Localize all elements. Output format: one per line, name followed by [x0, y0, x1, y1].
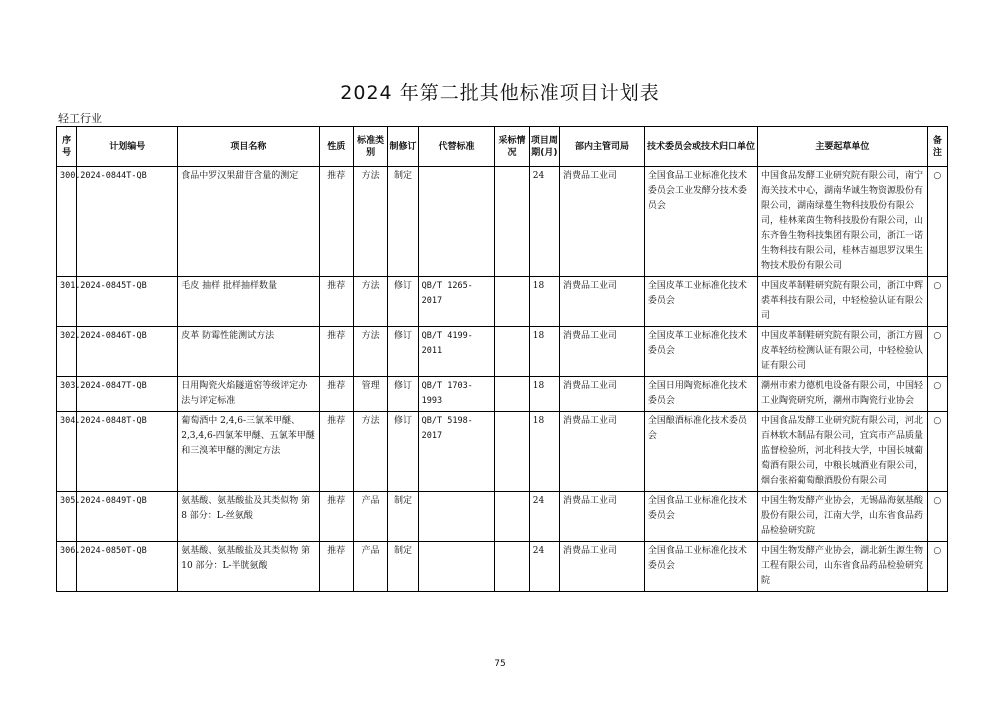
cell-adopt	[495, 412, 529, 492]
cell-seq: 304.	[57, 412, 77, 492]
cell-type: 修订	[388, 377, 418, 412]
header-drafter: 主要起草单位	[758, 127, 928, 167]
cell-category: 产品	[353, 492, 387, 542]
header-category: 标准类别	[353, 127, 387, 167]
cell-period: 18	[529, 327, 559, 377]
cell-code: 2024-0845T-QB	[77, 277, 178, 327]
cell-committee: 全国食品工业标准化技术委员会工业发酵分技术委员会	[644, 167, 757, 277]
cell-seq: 301.	[57, 277, 77, 327]
cell-replace: QB/T 1265-2017	[418, 277, 495, 327]
cell-committee: 全国酿酒标准化技术委员会	[644, 412, 757, 492]
industry-label: 轻工行业	[58, 112, 102, 125]
header-adopt: 采标情况	[495, 127, 529, 167]
cell-dept: 消费品工业司	[560, 327, 645, 377]
cell-name: 毛皮 抽样 批样抽样数量	[178, 277, 319, 327]
header-replace: 代替标准	[418, 127, 495, 167]
cell-name: 葡萄酒中 2,4,6-三氯苯甲醚、2,3,4,6-四氯苯甲醚、五氯苯甲醚和三溴苯甲醚的测定方法	[178, 412, 319, 492]
cell-period: 18	[529, 377, 559, 412]
cell-note: ○	[927, 412, 947, 492]
cell-name: 皮革 防霉性能测试方法	[178, 327, 319, 377]
cell-dept: 消费品工业司	[560, 492, 645, 542]
cell-type: 修订	[388, 412, 418, 492]
cell-category: 方法	[353, 327, 387, 377]
cell-code: 2024-0846T-QB	[77, 327, 178, 377]
cell-committee: 全国食品工业标准化技术委员会	[644, 492, 757, 542]
cell-dept: 消费品工业司	[560, 167, 645, 277]
cell-nature: 推荐	[319, 492, 353, 542]
cell-drafter: 中国食品发酵工业研究院有限公司，河北百林软木制品有限公司，宜宾市产品质量监督检验所，河北科技大学，中国长城葡萄酒有限公司，中粮长城酒业有限公司，烟台张裕葡萄酿酒股份有限公司	[758, 412, 928, 492]
cell-drafter: 潮州市索力德机电设备有限公司，中国轻工业陶瓷研究所，潮州市陶瓷行业协会	[758, 377, 928, 412]
cell-dept: 消费品工业司	[560, 412, 645, 492]
header-seq: 序号	[57, 127, 77, 167]
cell-adopt	[495, 327, 529, 377]
cell-dept: 消费品工业司	[560, 277, 645, 327]
cell-period: 24	[529, 167, 559, 277]
standards-plan-table	[56, 126, 948, 592]
table-row	[57, 377, 948, 412]
cell-adopt	[495, 377, 529, 412]
cell-category: 方法	[353, 167, 387, 277]
cell-seq: 303.	[57, 377, 77, 412]
cell-nature: 推荐	[319, 412, 353, 492]
cell-nature: 推荐	[319, 377, 353, 412]
cell-period: 24	[529, 542, 559, 592]
cell-nature: 推荐	[319, 542, 353, 592]
cell-committee: 全国食品工业标准化技术委员会	[644, 542, 757, 592]
page-title: 2024 年第二批其他标准项目计划表	[340, 82, 660, 104]
cell-period: 18	[529, 412, 559, 492]
cell-drafter: 中国食品发酵工业研究院有限公司，南宁海关技术中心，湖南华诚生物资源股份有限公司，湖南绿蔓生物科技股份有限公司，桂林莱茵生物科技股份有限公司，山东齐鲁生物科技集团有限公司，浙江一诺生物科技有限公司，桂林吉福思罗汉果生物技术股份有限公司	[758, 167, 928, 277]
cell-replace	[418, 542, 495, 592]
cell-replace	[418, 167, 495, 277]
cell-name: 食品中罗汉果甜苷含量的测定	[178, 167, 319, 277]
cell-period: 18	[529, 277, 559, 327]
table-row	[57, 277, 948, 327]
header-note: 备注	[927, 127, 947, 167]
header-nature: 性质	[319, 127, 353, 167]
cell-replace: QB/T 1703-1993	[418, 377, 495, 412]
header-name: 项目名称	[178, 127, 319, 167]
cell-replace: QB/T 5198-2017	[418, 412, 495, 492]
cell-adopt	[495, 542, 529, 592]
cell-replace: QB/T 4199-2011	[418, 327, 495, 377]
cell-type: 制定	[388, 492, 418, 542]
cell-replace	[418, 492, 495, 542]
cell-adopt	[495, 167, 529, 277]
cell-nature: 推荐	[319, 277, 353, 327]
cell-category: 方法	[353, 277, 387, 327]
table-row	[57, 542, 948, 592]
table-row	[57, 412, 948, 492]
cell-seq: 302.	[57, 327, 77, 377]
cell-note: ○	[927, 167, 947, 277]
cell-code: 2024-0844T-QB	[77, 167, 178, 277]
cell-drafter: 中国生物发酵产业协会，无锡晶海氨基酸股份有限公司，江南大学，山东省食品药品检验研究院	[758, 492, 928, 542]
cell-name: 氨基酸、氨基酸盐及其类似物 第 8 部分：L-丝氨酸	[178, 492, 319, 542]
cell-category: 管理	[353, 377, 387, 412]
cell-seq: 300.	[57, 167, 77, 277]
header-type: 制修订	[388, 127, 418, 167]
cell-code: 2024-0847T-QB	[77, 377, 178, 412]
cell-name: 氨基酸、氨基酸盐及其类似物 第 10 部分：L-半胱氨酸	[178, 542, 319, 592]
cell-seq: 306.	[57, 542, 77, 592]
cell-adopt	[495, 492, 529, 542]
cell-name: 日用陶瓷火焰隧道窑等级评定办法与评定标准	[178, 377, 319, 412]
cell-note: ○	[927, 277, 947, 327]
page-number: 75	[494, 659, 506, 669]
cell-type: 制定	[388, 542, 418, 592]
cell-drafter: 中国皮革制鞋研究院有限公司，浙江中辉裘革科技有限公司，中轻检验认证有限公司	[758, 277, 928, 327]
header-committee: 技术委员会或技术归口单位	[644, 127, 757, 167]
cell-note: ○	[927, 327, 947, 377]
table-row	[57, 492, 948, 542]
cell-drafter: 中国皮革制鞋研究院有限公司，浙江方圆皮革轻纺检测认证有限公司，中轻检验认证有限公司	[758, 327, 928, 377]
cell-code: 2024-0850T-QB	[77, 542, 178, 592]
table-row	[57, 167, 948, 277]
cell-committee: 全国日用陶瓷标准化技术委员会	[644, 377, 757, 412]
cell-dept: 消费品工业司	[560, 542, 645, 592]
table-row	[57, 327, 948, 377]
cell-note: ○	[927, 377, 947, 412]
cell-seq: 305.	[57, 492, 77, 542]
cell-type: 修订	[388, 327, 418, 377]
cell-drafter: 中国生物发酵产业协会，湖北新生源生物工程有限公司，山东省食品药品检验研究院	[758, 542, 928, 592]
header-row	[57, 127, 948, 167]
cell-note: ○	[927, 542, 947, 592]
cell-code: 2024-0849T-QB	[77, 492, 178, 542]
cell-nature: 推荐	[319, 327, 353, 377]
header-period: 项目周期(月)	[529, 127, 559, 167]
cell-committee: 全国皮革工业标准化技术委员会	[644, 327, 757, 377]
cell-code: 2024-0848T-QB	[77, 412, 178, 492]
cell-category: 产品	[353, 542, 387, 592]
cell-note: ○	[927, 492, 947, 542]
cell-adopt	[495, 277, 529, 327]
cell-type: 制定	[388, 167, 418, 277]
cell-committee: 全国皮革工业标准化技术委员会	[644, 277, 757, 327]
cell-category: 方法	[353, 412, 387, 492]
header-dept: 部内主管司局	[560, 127, 645, 167]
cell-nature: 推荐	[319, 167, 353, 277]
header-code: 计划编号	[77, 127, 178, 167]
cell-period: 24	[529, 492, 559, 542]
cell-dept: 消费品工业司	[560, 377, 645, 412]
cell-type: 修订	[388, 277, 418, 327]
